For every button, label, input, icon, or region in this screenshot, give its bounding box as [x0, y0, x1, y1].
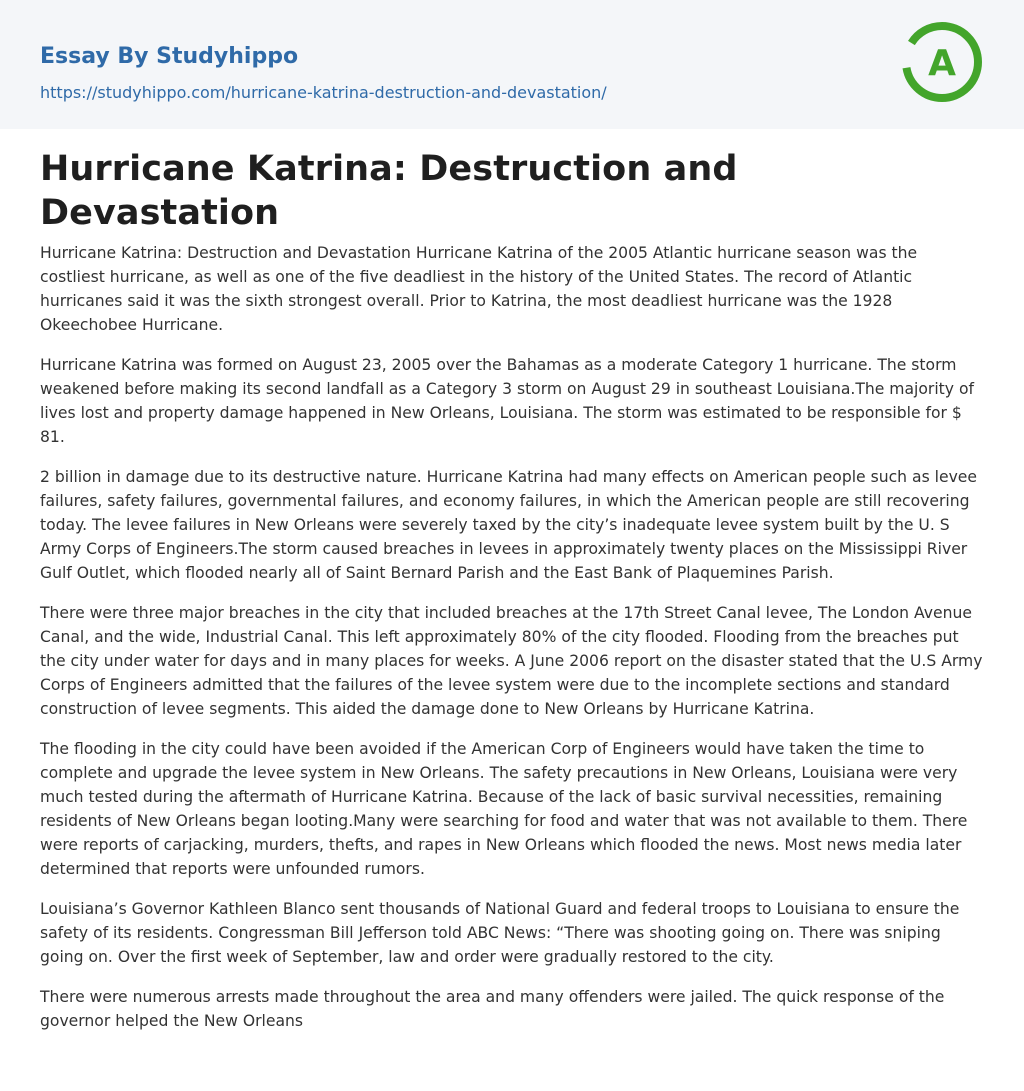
- essay-url-link[interactable]: https://studyhippo.com/hurricane-katrina-destruction-and-devastation/: [40, 83, 607, 102]
- article-paragraph-6: Louisiana’s Governor Kathleen Blanco sent thousands of National Guard and federal troops to Louisiana to ensure the safety of its residents. Congressman Bill Jefferson told ABC News: “There was shooting going on. There was sniping going on. Over the first week of September, law and order were gradually restored to the city.: [40, 900, 960, 966]
- article-body: [0, 147, 1024, 1033]
- article-paragraph-2: Hurricane Katrina was formed on August 23, 2005 over the Bahamas as a moderate Category 1 hurricane. The storm weakened before making its second landfall as a Category 3 storm on August 29 in southeast Louisiana.The majority of lives lost and property damage happened in New Orleans, Louisiana. The storm was estimated to be responsible for $ 81.: [40, 356, 975, 446]
- brand-name[interactable]: Essay By Studyhippo: [40, 44, 299, 69]
- studyhippo-logo-icon[interactable]: [900, 20, 984, 104]
- page-header: [0, 0, 1024, 129]
- logo-letter: A: [928, 43, 956, 84]
- article-paragraph-5: The flooding in the city could have been avoided if the American Corp of Engineers would have taken the time to complete and upgrade the levee system in New Orleans. The safety precautions in New Orleans, Louisiana were very much tested during the aftermath of Hurricane Katrina. Because of the lack of basic survival necessities, remaining residents of New Orleans began looting.Many were searching for food and water that was not available to them. There were reports of carjacking, murders, thefts, and rapes in New Orleans which flooded the news. Most news media later determined that reports were unfounded rumors.: [40, 740, 968, 878]
- article-title: Hurricane Katrina: Destruction and Devastation: [40, 149, 738, 233]
- article-paragraph-7: There were numerous arrests made throughout the area and many offenders were jailed. The quick response of the governor helped the New Orleans: [40, 988, 945, 1030]
- article-paragraph-3: 2 billion in damage due to its destructive nature. Hurricane Katrina had many effects on American people such as levee failures, safety failures, governmental failures, and economy failures, in which the American people are still recovering today. The levee failures in New Orleans were severely taxed by the city’s inadequate levee system built by the U. S Army Corps of Engineers.The storm caused breaches in levees in approximately twenty places on the Mississippi River Gulf Outlet, which flooded nearly all of Saint Bernard Parish and the East Bank of Plaquemines Parish.: [40, 468, 977, 582]
- article-paragraph-1: Hurricane Katrina: Destruction and Devastation Hurricane Katrina of the 2005 Atlantic hurricane season was the costliest hurricane, as well as one of the five deadliest in the history of the United States. The record of Atlantic hurricanes said it was the sixth strongest overall. Prior to Katrina, the most deadliest hurricane was the 1928 Okeechobee Hurricane.: [40, 244, 918, 334]
- article-paragraph-4: There were three major breaches in the city that included breaches at the 17th Street Canal levee, The London Avenue Canal, and the wide, Industrial Canal. This left approximately 80% of the city flooded. Flooding from the breaches put the city under water for days and in many places for weeks. A June 2006 report on the disaster stated that the U.S Army Corps of Engineers admitted that the failures of the levee system were due to the incomplete sections and standard construction of levee segments. This aided the damage done to New Orleans by Hurricane Katrina.: [40, 604, 983, 718]
